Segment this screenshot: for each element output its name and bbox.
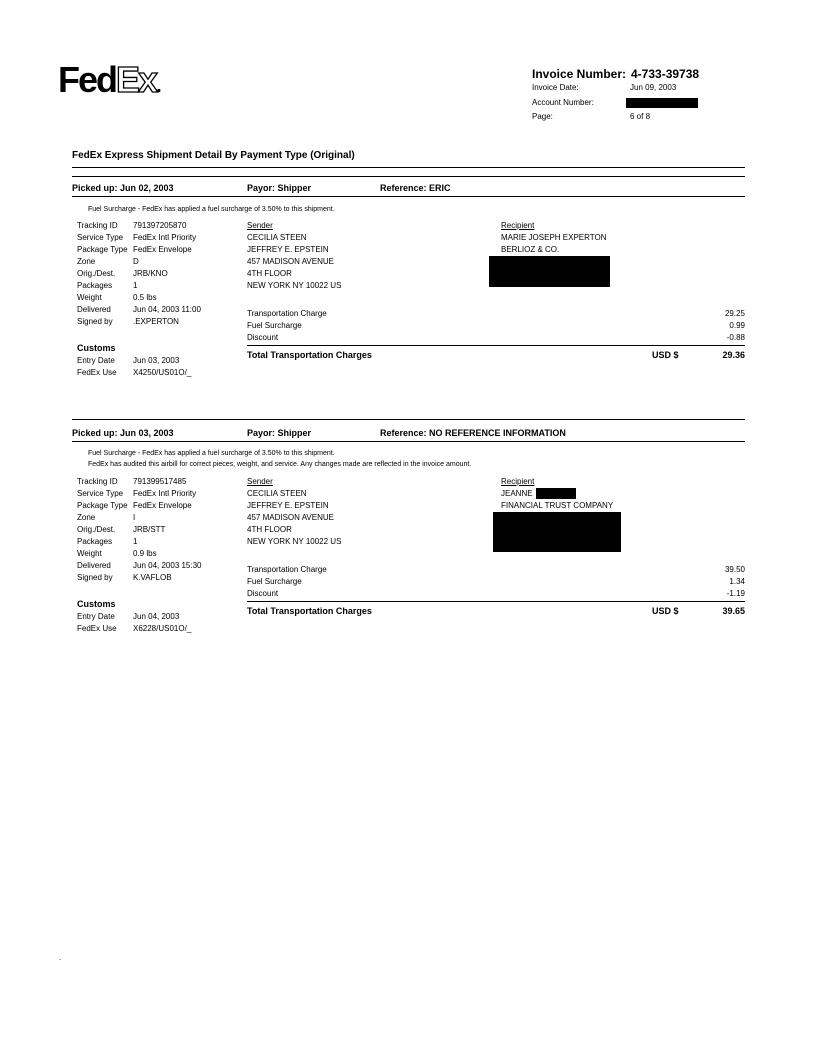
shipment-2-header-divider (72, 441, 745, 442)
detail-row: Orig./Dest. JRB/STT (77, 525, 166, 534)
footer-mark: . (59, 953, 62, 962)
sender-line: CECILIA STEEN (247, 233, 307, 242)
shipment-1-sender-label: Sender (247, 221, 273, 230)
shipment-2-recipient-redaction (493, 512, 621, 552)
shipment-1-sender (247, 232, 341, 292)
detail-row: Package Type FedEx Envelope (77, 501, 192, 510)
shipment-1-charge-label: Discount (247, 333, 279, 342)
detail-row: Zone I (77, 513, 136, 522)
page-number: 6 of 8 (630, 112, 651, 121)
shipment-1-total: 29.36 (722, 350, 745, 360)
detail-row: Weight 0.9 lbs (77, 549, 157, 558)
shipment-1-total-label: Total Transportation Charges (247, 350, 372, 360)
shipment-2-charge-amount: -1.19 (726, 589, 745, 598)
sender-line: 457 MADISON AVENUE (247, 513, 334, 522)
shipment-2-recipient-name-redaction (536, 488, 576, 499)
customs-row: FedEx Use X6228/US01O/_ (77, 624, 192, 633)
shipment-2-total: 39.65 (722, 606, 745, 616)
shipment-1-customs-title: Customs (77, 343, 116, 353)
logo-fed: Fed (58, 59, 117, 100)
shipment-2-currency: USD $ (652, 606, 679, 616)
shipment-1-top-divider (72, 176, 745, 177)
detail-row: Service Type FedEx Intl Priority (77, 489, 197, 498)
sender-line: NEW YORK NY 10022 US (247, 537, 342, 546)
shipment-2-picked-up: Picked up: Jun 03, 2003 (72, 428, 174, 438)
shipment-2-charge-label: Fuel Surcharge (247, 577, 302, 586)
logo-dot: . (156, 75, 160, 97)
sender-line: CECILIA STEEN (247, 489, 307, 498)
shipment-1-reference: Reference: ERIC (380, 183, 451, 193)
shipment-2-charge-label: Discount (247, 589, 279, 598)
shipment-2-charge-label: Transportation Charge (247, 565, 327, 574)
shipment-2-sender (247, 488, 341, 548)
shipment-1-charge-label: Fuel Surcharge (247, 321, 302, 330)
sender-line: JEFFREY E. EPSTEIN (247, 501, 329, 510)
recipient-line: BERLIOZ & CO. (501, 245, 560, 254)
shipment-1-charge-label: Transportation Charge (247, 309, 327, 318)
shipment-1-payor: Payor: Shipper (247, 183, 312, 193)
shipment-2-customs-title: Customs (77, 599, 116, 609)
shipment-2-customs (77, 611, 191, 635)
customs-row: Entry Date Jun 04, 2003 (77, 612, 180, 621)
invoice-date-label: Invoice Date: (532, 83, 579, 92)
title-divider (72, 167, 745, 168)
shipment-1-recipient-label: Recipient (501, 221, 535, 230)
shipment-2-recipient-label: Recipient (501, 477, 535, 486)
detail-row: Signed by .EXPERTON (77, 317, 179, 326)
shipment-1-customs (77, 355, 191, 379)
sender-line: NEW YORK NY 10022 US (247, 281, 342, 290)
shipment-1-note: Fuel Surcharge - FedEx has applied a fuel surcharge of 3.50% to this shipment. (88, 206, 335, 213)
detail-row: Zone D (77, 257, 139, 266)
detail-row: Packages 1 (77, 537, 138, 546)
shipment-1-picked-up: Picked up: Jun 02, 2003 (72, 183, 174, 193)
shipment-2-note: FedEx has audited this airbill for correct pieces, weight, and service. Any changes made are reflected in the invoice amount. (88, 461, 472, 468)
shipment-1-charge-amount: 29.25 (724, 309, 745, 318)
page-label: Page: (532, 112, 553, 121)
shipment-2-charge-amount: 39.50 (724, 565, 745, 574)
detail-row: Service Type FedEx Intl Priority (77, 233, 197, 242)
shipment-1-header-divider (72, 196, 745, 197)
sender-line: JEFFREY E. EPSTEIN (247, 245, 329, 254)
fedex-logo (58, 60, 160, 106)
shipment-1-recipient-redaction (489, 256, 610, 287)
shipment-1-currency: USD $ (652, 350, 679, 360)
detail-row: Delivered Jun 04, 2003 11:00 (77, 305, 201, 314)
shipment-2-note: Fuel Surcharge - FedEx has applied a fuel surcharge of 3.50% to this shipment. (88, 450, 335, 457)
detail-row: Signed by K.VAFLOB (77, 573, 172, 582)
invoice-date: Jun 09, 2003 (630, 83, 677, 92)
detail-row: Tracking ID 791399517485 (77, 477, 187, 486)
shipment-2-details (77, 476, 202, 584)
shipment-1-recipient (501, 232, 607, 256)
invoice-number-label: Invoice Number: (532, 67, 627, 81)
account-number-redaction (626, 98, 698, 108)
detail-row: Orig./Dest. JRB/KNO (77, 269, 168, 278)
account-number-label: Account Number: (532, 98, 594, 107)
detail-row: Package Type FedEx Envelope (77, 245, 192, 254)
shipment-1-details (77, 220, 201, 328)
shipment-1-charge-amount: 0.99 (729, 321, 745, 330)
shipment-2-total-divider (247, 601, 745, 602)
invoice-number: 4-733-39738 (631, 67, 700, 81)
shipment-1-total-divider (247, 345, 745, 346)
shipment-1-charge-amount: -0.88 (726, 333, 745, 342)
sender-line: 4TH FLOOR (247, 269, 292, 278)
shipment-2-sender-label: Sender (247, 477, 273, 486)
shipment-2-reference: Reference: NO REFERENCE INFORMATION (380, 428, 566, 438)
detail-row: Tracking ID 791397205870 (77, 221, 187, 230)
recipient-line: FINANCIAL TRUST COMPANY (501, 501, 614, 510)
page-title: FedEx Express Shipment Detail By Payment Type (Original) (72, 150, 355, 161)
shipment-2-total-label: Total Transportation Charges (247, 606, 372, 616)
shipment-2-charge-amount: 1.34 (729, 577, 745, 586)
detail-row: Weight 0.5 lbs (77, 293, 157, 302)
shipment-2-payor: Payor: Shipper (247, 428, 312, 438)
recipient-line: MARIE JOSEPH EXPERTON (501, 233, 607, 242)
customs-row: Entry Date Jun 03, 2003 (77, 356, 180, 365)
sender-line: 4TH FLOOR (247, 525, 292, 534)
logo-ex: Ex (116, 59, 157, 100)
customs-row: FedEx Use X4250/US01O/_ (77, 368, 192, 377)
recipient-line: JEANNE (501, 489, 533, 498)
shipment-2-top-divider (72, 419, 745, 420)
detail-row: Packages 1 (77, 281, 138, 290)
detail-row: Delivered Jun 04, 2003 15:30 (77, 561, 202, 570)
sender-line: 457 MADISON AVENUE (247, 257, 334, 266)
